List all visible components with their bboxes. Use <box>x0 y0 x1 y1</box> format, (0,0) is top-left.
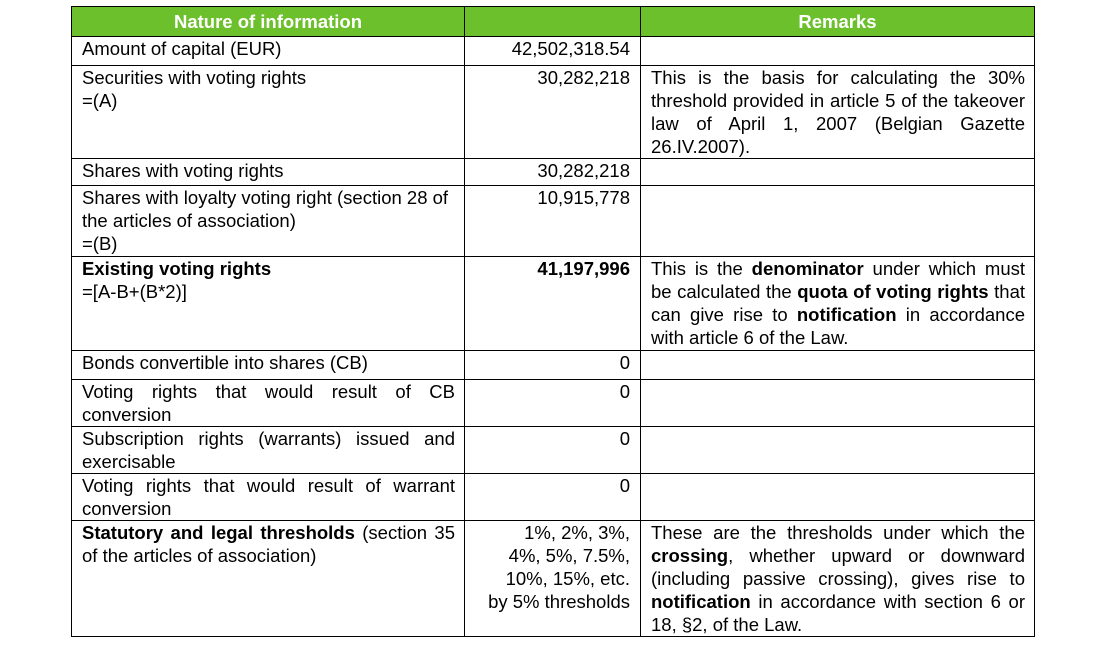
row-label <box>72 186 465 257</box>
row-remark <box>641 474 1035 521</box>
row-value: 0 <box>465 380 641 427</box>
row-label <box>72 521 465 637</box>
remark-emphasis: crossing <box>651 545 729 566</box>
row-value: 0 <box>465 351 641 380</box>
header-remarks: Remarks <box>641 7 1035 37</box>
threshold-line: 1%, 2%, 3%, <box>524 522 630 543</box>
row-label-formula: =[A-B+(B*2)] <box>82 281 187 302</box>
remark-text: , whether upward or downward (including passive crossing), gives rise to <box>651 545 1025 589</box>
remark-text: that can give rise to <box>651 281 1025 325</box>
row-label: Subscription rights (warrants) issued and exercisable <box>72 427 465 474</box>
threshold-line: 4%, 5%, 7.5%, <box>508 545 630 566</box>
row-remark <box>641 380 1035 427</box>
row-label: Voting rights that would result of warrant conversion <box>72 474 465 521</box>
row-label-bold: Statutory and legal thresholds <box>82 522 355 543</box>
row-remark <box>641 37 1035 66</box>
row-label: Voting rights that would result of CB conversion <box>72 380 465 427</box>
row-remark <box>641 521 1035 637</box>
row-value: 30,282,218 <box>465 66 641 159</box>
header-nature-of-information: Nature of information <box>72 7 465 37</box>
remark-text: These are the thresholds under which the <box>651 522 1025 543</box>
table-row <box>72 159 1035 186</box>
remark-emphasis: notification <box>796 304 897 325</box>
remark-text: in accordance with section 6 or 18, §2, of the Law. <box>651 591 1025 635</box>
row-label <box>72 257 465 351</box>
table-header-row <box>72 7 1035 37</box>
row-label <box>72 66 465 159</box>
row-label-formula: =(B) <box>82 233 118 254</box>
voting-rights-table <box>71 6 1035 637</box>
remark-text: under which must be calculated the <box>651 258 1026 302</box>
remark-emphasis: denominator <box>751 258 864 279</box>
row-remark <box>641 186 1035 257</box>
header-value <box>465 7 641 37</box>
row-label-text: (section 35 of the articles of association) <box>82 522 455 566</box>
row-value: 41,197,996 <box>465 257 641 351</box>
remark-emphasis: notification <box>651 591 751 612</box>
row-label-text: Securities with voting rights <box>82 67 307 88</box>
row-value <box>465 521 641 637</box>
row-value: 0 <box>465 474 641 521</box>
row-remark <box>641 427 1035 474</box>
row-remark: This is the basis for calculating the 30% threshold provided in article 5 of the takeover law of April 1, 2007 (Belgian Gazette 26.IV.2007). <box>641 66 1035 159</box>
row-value: 0 <box>465 427 641 474</box>
row-label-text: Existing voting rights <box>82 258 272 279</box>
remark-emphasis: quota of voting rights <box>797 281 989 302</box>
table-row <box>72 380 1035 427</box>
row-label-text: Shares with loyalty voting right (section 28 of the articles of association) <box>82 187 449 231</box>
table-row <box>72 351 1035 380</box>
threshold-line: by 5% thresholds <box>488 591 630 612</box>
row-label: Bonds convertible into shares (CB) <box>72 351 465 380</box>
row-remark <box>641 257 1035 351</box>
table-row <box>72 474 1035 521</box>
row-value: 42,502,318.54 <box>465 37 641 66</box>
row-label-formula: =(A) <box>82 90 118 111</box>
table-row <box>72 257 1035 351</box>
row-value: 30,282,218 <box>465 159 641 186</box>
table-row <box>72 37 1035 66</box>
table-row <box>72 521 1035 637</box>
remark-text: This is the <box>651 258 752 279</box>
table-row <box>72 66 1035 159</box>
row-remark <box>641 351 1035 380</box>
threshold-line: 10%, 15%, etc. <box>505 568 630 589</box>
table-row <box>72 427 1035 474</box>
row-label: Amount of capital (EUR) <box>72 37 465 66</box>
table-row <box>72 186 1035 257</box>
row-value: 10,915,778 <box>465 186 641 257</box>
row-label: Shares with voting rights <box>72 159 465 186</box>
remark-text: in accordance with article 6 of the Law. <box>651 304 1025 348</box>
row-remark <box>641 159 1035 186</box>
